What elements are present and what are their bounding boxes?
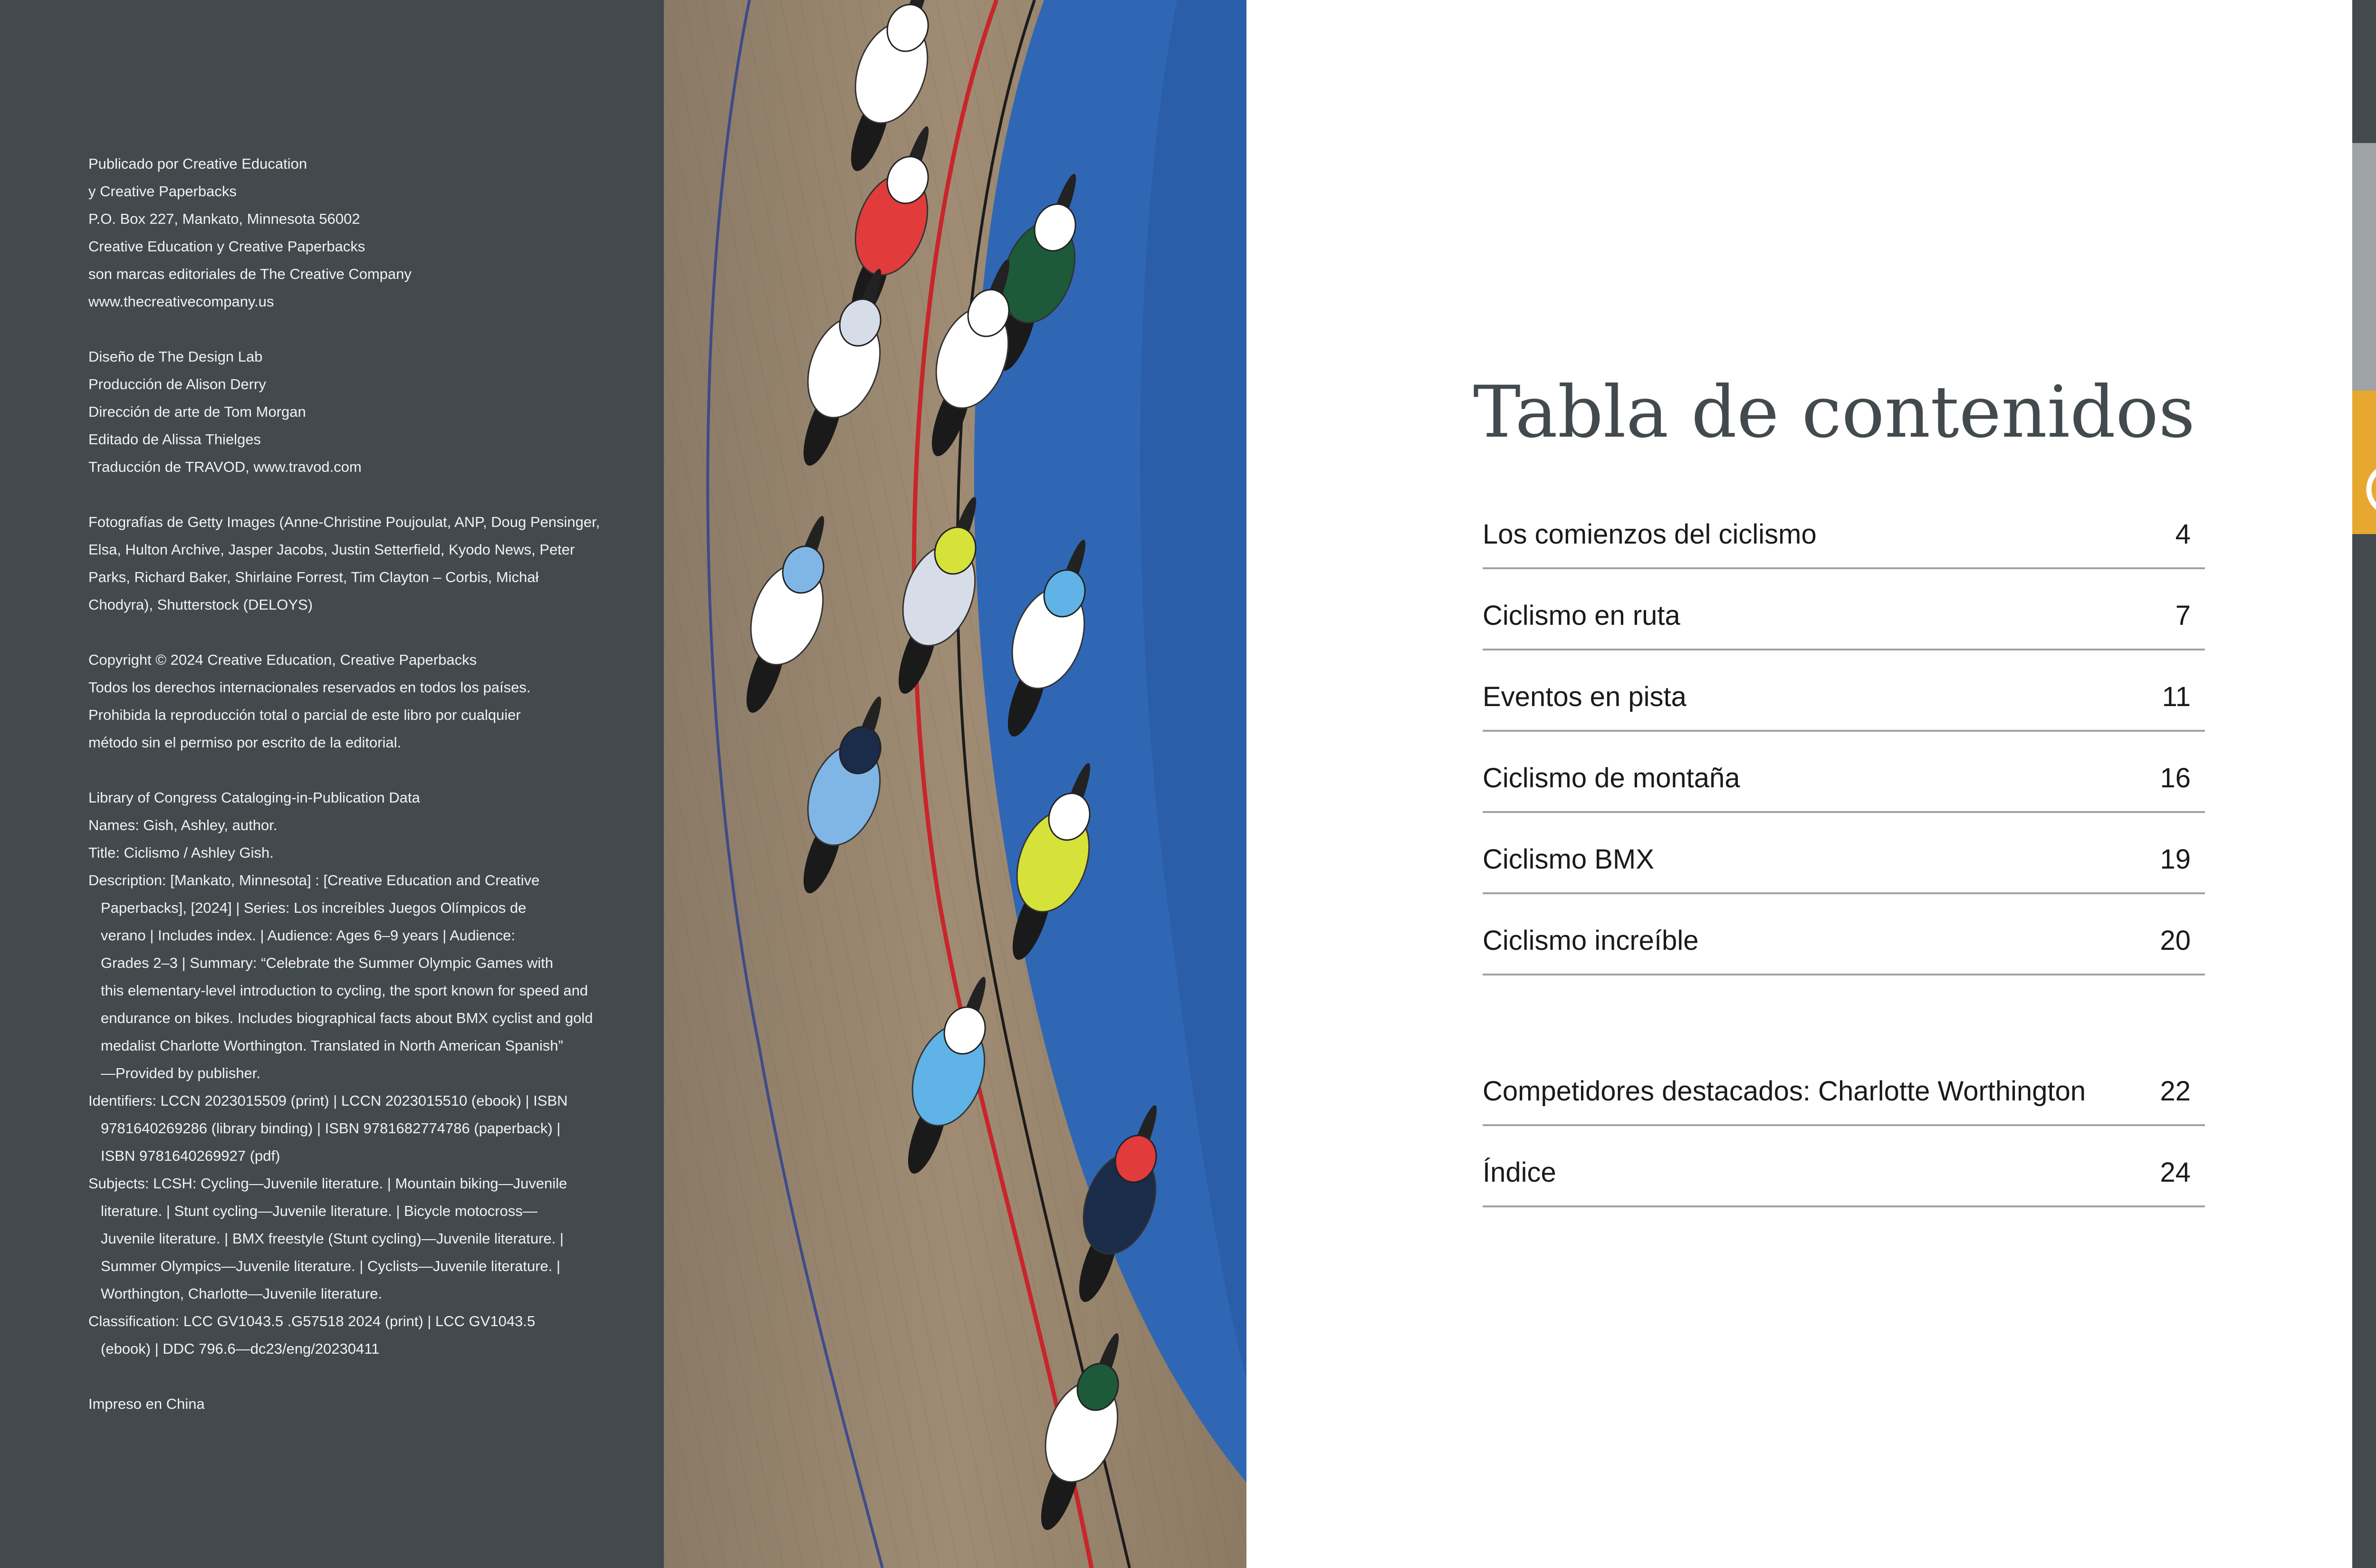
colophon-line: Identifiers: LCCN 2023015509 (print) | LCCN 2023015510 (ebook) | ISBN bbox=[88, 1092, 568, 1109]
colophon-line: endurance on bikes. Includes biographical facts about BMX cyclist and gold bbox=[101, 1010, 593, 1026]
toc-entry-page: 22 bbox=[2160, 1075, 2191, 1107]
colophon-block bbox=[88, 1390, 625, 1418]
colophon-line: 9781640269286 (library binding) | ISBN 9781682774786 (paperback) | bbox=[101, 1120, 561, 1137]
icon-tab bbox=[2352, 391, 2376, 534]
colophon-line: Library of Congress Cataloging-in-Publication Data bbox=[88, 789, 420, 806]
toc-entry-label: Los comienzos del ciclismo bbox=[1483, 518, 1817, 550]
colophon-line: Subjects: LCSH: Cycling—Juvenile literature. | Mountain biking—Juvenile bbox=[88, 1175, 567, 1192]
toc-entry[interactable] bbox=[1483, 1129, 2205, 1207]
toc-list-extra bbox=[1483, 1048, 2205, 1211]
toc-entry-label: Ciclismo en ruta bbox=[1483, 600, 1680, 631]
colophon-block bbox=[88, 150, 625, 316]
colophon-line: Summer Olympics—Juvenile literature. | Cyclists—Juvenile literature. | bbox=[101, 1258, 561, 1274]
colophon-line: Chodyra), Shutterstock (DELOYS) bbox=[88, 596, 313, 613]
colophon-line: Description: [Mankato, Minnesota] : [Creative Education and Creative bbox=[88, 872, 540, 889]
toc-entry[interactable] bbox=[1483, 1048, 2205, 1126]
toc-entry[interactable] bbox=[1483, 654, 2205, 732]
sidebar bbox=[2352, 0, 2376, 1568]
colophon-line: —Provided by publisher. bbox=[101, 1065, 261, 1081]
colophon-line: Title: Ciclismo / Ashley Gish. bbox=[88, 844, 274, 861]
colophon-line: Juvenile literature. | BMX freestyle (Stunt cycling)—Juvenile literature. | bbox=[101, 1230, 564, 1247]
toc-list-main bbox=[1483, 491, 2205, 979]
toc-entry-page: 19 bbox=[2160, 843, 2191, 875]
toc-entry-label: Ciclismo de montaña bbox=[1483, 762, 1740, 794]
colophon-line: medalist Charlotte Worthington. Translated in North American Spanish” bbox=[101, 1037, 563, 1054]
toc-entry-label: Competidores destacados: Charlotte Worthington bbox=[1483, 1075, 2086, 1107]
colophon-line: Worthington, Charlotte—Juvenile literature. bbox=[101, 1285, 383, 1302]
colophon-line: www.thecreativecompany.us bbox=[88, 293, 274, 310]
colophon-line: literature. | Stunt cycling—Juvenile literature. | Bicycle motocross— bbox=[101, 1203, 537, 1219]
colophon-line: verano | Includes index. | Audience: Ages 6–9 years | Audience: bbox=[101, 927, 516, 944]
colophon-line: y Creative Paperbacks bbox=[88, 183, 237, 200]
colophon-line: Producción de Alison Derry bbox=[88, 376, 266, 392]
toc-entry[interactable] bbox=[1483, 735, 2205, 813]
colophon-line: Elsa, Hulton Archive, Jasper Jacobs, Justin Setterfield, Kyodo News, Peter bbox=[88, 541, 575, 558]
colophon-text bbox=[88, 150, 625, 1445]
colophon-line: Todos los derechos internacionales reservados en todos los países. bbox=[88, 679, 531, 696]
toc-entry-page: 20 bbox=[2160, 925, 2191, 956]
toc-entry-page: 11 bbox=[2162, 681, 2191, 712]
colophon-line: (ebook) | DDC 796.6—dc23/eng/20230411 bbox=[101, 1340, 380, 1357]
colophon-line: Fotografías de Getty Images (Anne-Christine Poujoulat, ANP, Doug Pensinger, bbox=[88, 514, 600, 530]
toc-entry-label: Ciclismo increíble bbox=[1483, 925, 1699, 956]
toc-entry-label: Índice bbox=[1483, 1157, 1556, 1188]
toc-entry-page: 7 bbox=[2175, 600, 2191, 631]
section-tab bbox=[2352, 143, 2376, 391]
colophon-line: Names: Gish, Ashley, author. bbox=[88, 817, 278, 833]
colophon-block bbox=[88, 784, 625, 1363]
toc-entry-label: Eventos en pista bbox=[1483, 681, 1686, 712]
colophon-line: Dirección de arte de Tom Morgan bbox=[88, 403, 306, 420]
colophon-line: Parks, Richard Baker, Shirlaine Forrest, Tim Clayton – Corbis, Michał bbox=[88, 569, 539, 585]
toc-title: Tabla de contenidos bbox=[1473, 371, 2195, 454]
colophon-line: Grades 2–3 | Summary: “Celebrate the Summer Olympic Games with bbox=[101, 955, 554, 971]
colophon-line: método sin el permiso por escrito de la editorial. bbox=[88, 734, 402, 751]
colophon-block bbox=[88, 508, 625, 619]
colophon-line: son marcas editoriales de The Creative Company bbox=[88, 266, 412, 282]
toc-entry-page: 24 bbox=[2160, 1157, 2191, 1188]
toc-entry[interactable] bbox=[1483, 816, 2205, 894]
colophon-line: P.O. Box 227, Mankato, Minnesota 56002 bbox=[88, 210, 360, 227]
toc-entry[interactable] bbox=[1483, 898, 2205, 975]
colophon-line: Prohibida la reproducción total o parcial de este libro por cualquier bbox=[88, 707, 521, 723]
velodrome-illustration bbox=[664, 0, 1246, 1568]
colophon-line: Paperbacks], [2024] | Series: Los increíbles Juegos Olímpicos de bbox=[101, 899, 527, 916]
toc-entry[interactable] bbox=[1483, 573, 2205, 650]
cyclist-icon bbox=[2352, 391, 2376, 534]
toc-entry-page: 4 bbox=[2175, 518, 2191, 550]
colophon-block bbox=[88, 646, 625, 756]
colophon-block bbox=[88, 343, 625, 481]
colophon-line: Copyright © 2024 Creative Education, Creative Paperbacks bbox=[88, 651, 477, 668]
colophon-line: Editado de Alissa Thielges bbox=[88, 431, 261, 448]
velodrome-photo bbox=[664, 0, 1246, 1568]
toc-entry-label: Ciclismo BMX bbox=[1483, 843, 1654, 875]
colophon-line: Traducción de TRAVOD, www.travod.com bbox=[88, 459, 362, 475]
page-number bbox=[2352, 52, 2376, 78]
colophon-line: Creative Education y Creative Paperbacks bbox=[88, 238, 365, 255]
colophon-line: Classification: LCC GV1043.5 .G57518 2024 (print) | LCC GV1043.5 bbox=[88, 1313, 536, 1329]
colophon-panel bbox=[0, 0, 664, 1568]
colophon-line: Diseño de The Design Lab bbox=[88, 348, 263, 365]
colophon-line: this elementary-level introduction to cycling, the sport known for speed and bbox=[101, 982, 588, 999]
toc-entry-page: 16 bbox=[2160, 762, 2191, 794]
colophon-line: Impreso en China bbox=[88, 1396, 205, 1412]
colophon-line: ISBN 9781640269927 (pdf) bbox=[101, 1147, 280, 1164]
toc-entry[interactable] bbox=[1483, 491, 2205, 569]
colophon-line: Publicado por Creative Education bbox=[88, 155, 307, 172]
